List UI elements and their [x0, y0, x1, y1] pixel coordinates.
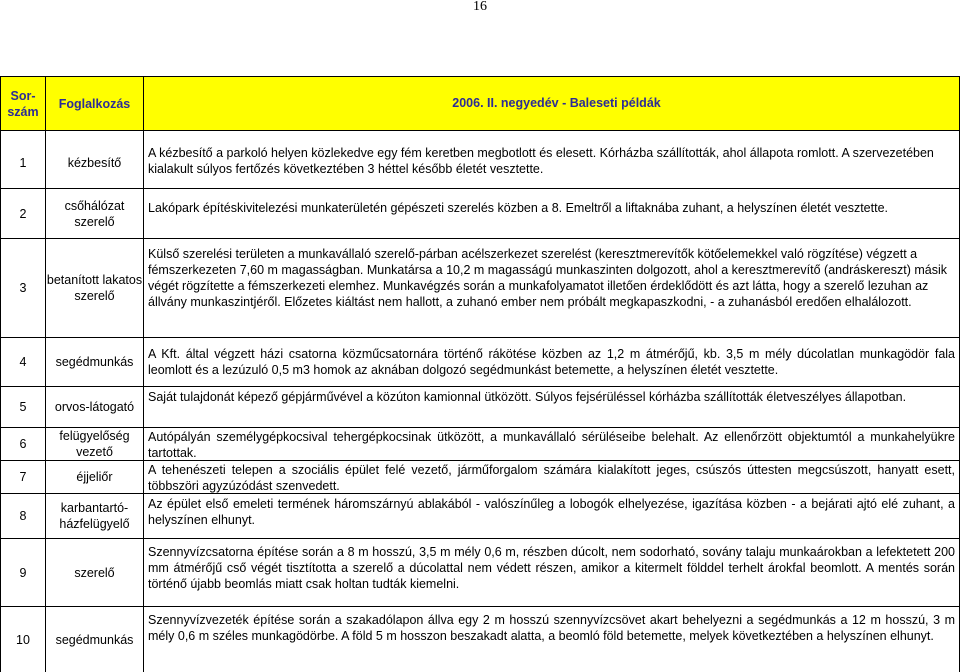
row-occupation: orvos-látogató — [54, 400, 135, 414]
row-occupation: szerelő — [74, 565, 115, 580]
header-title: 2006. II. negyedév - Baleseti példák — [452, 96, 661, 110]
row-number: 5 — [19, 400, 27, 414]
row-description: Külső szerelési területen a munkavállaló szerelő-párban acélszerkezet szerelést (keresztmerevítők kötőelemekkel való rögzítése) végzett a fémszerkezeten 7,60 m magasságban. Munkatársa a 10,2 m magasságú munkaszinten dolgozott, ahol a keresztmerevítő (andráskereszt) másik végét rögzítette a fémszerkezeti elemhez. Munkavégzés során a munkafolyamatot illetően érdeklődött és azt látta, hogy a szerelő lezuhan az állvány munkaszintjéről. Előzetes kiáltást nem hallott, a zuhanó ember nem próbált megkapaszkodni, - a zuhanásból eredően elhalálozott. — [148, 247, 947, 309]
row-occupation: felügyelőség vezető — [59, 429, 130, 459]
row-description: Az épület első emeleti termének háromszárnyú ablakából - valószínűleg a lobogók elhelyezése, igazítása közben - a bejárati ajtó elé zuhant, a helyszínen elhunyt. — [148, 497, 955, 527]
row-occupation: segédmunkás — [55, 632, 134, 647]
row-number: 9 — [19, 565, 27, 580]
header-occupation: Foglalkozás — [58, 96, 131, 111]
row-number: 7 — [19, 470, 27, 484]
row-occupation: betanított lakatos szerelő — [46, 273, 143, 303]
row-number: 2 — [19, 206, 27, 221]
header-number: Sor- szám — [7, 88, 39, 119]
row-description: Szennyvízcsatorna építése során a 8 m hosszú, 3,5 m mély 0,6 m, részben dúcolt, nem sodorható, sovány talaju munkaárokban a lefektetett 200 mm átmérőjű cső végét tisztította a szerelő a dúcolattal nem védett részen, amikor a kitermelt földdel terhelt árokfal beomlott. A mentés során történő újabb beomlás miatt csak holtan tudták kiemelni. — [148, 545, 955, 591]
row-number: 8 — [19, 509, 27, 523]
row-occupation: csőhálózat szerelő — [64, 198, 125, 229]
row-description: A kézbesítő a parkoló helyen közlekedve egy fém keretben megbotlott és elesett. Kórházba szállították, ahol állapota romlott. A szervezetében kialakult súlyos fertőzés következtében 3 héttel később életét vesztette. — [148, 146, 934, 176]
row-description: A tehenészeti telepen a szociális épület felé vezető, járműforgalom számára kialakított jeges, csúszós úttesten megcsúszott, hanyatt esett, többszöri agyzúzódást szenvedett. — [148, 463, 955, 493]
page-number: 16 — [473, 0, 487, 14]
row-number: 1 — [19, 155, 27, 170]
row-number: 10 — [16, 632, 30, 647]
row-occupation: éjjeliőr — [76, 470, 113, 484]
row-description: Lakópark építéskivitelezési munkaterületén gépészeti szerelés közben a 8. Emeltről a liftaknába zuhant, a helyszínen életét vesztette. — [148, 201, 889, 215]
row-description: Autópályán személygépkocsival tehergépkocsinak ütközött, a munkavállaló sérüléseibe belehalt. Az ellenőrzött objektumtól a munkahelyükre tartottak. — [148, 430, 955, 460]
row-number: 6 — [19, 437, 27, 451]
row-number: 4 — [19, 355, 27, 369]
row-number: 3 — [19, 281, 27, 295]
row-occupation: segédmunkás — [55, 355, 134, 369]
row-description: A Kft. által végzett házi csatorna közműcsatornára történő rákötése közben az 1,2 m átmérőjű, kb. 3,5 m mély dúcolatlan munkagödör fala leomlott és a lezúzuló 0,5 m3 homok az aknában dolgozó segédmunkást betemette, a helyszínen életét vesztette. — [148, 347, 955, 377]
row-description: Szennyvízvezeték építése során a szakadólapon állva egy 2 m hosszú szennyvízcsövet akart behelyezni a segédmunkás a 12 m hosszú, 3 m mély 0,6 m széles munkagödörbe. A föld 5 m hosszon beszakadt alatta, a beomló föld betemette, melyek következtében a helyszínen elhunyt. — [148, 613, 955, 643]
row-occupation: kézbesítő — [67, 155, 122, 170]
row-occupation: karbantartó-házfelügyelő — [59, 501, 130, 531]
row-description: Saját tulajdonát képező gépjárművével a közúton kamionnal ütközött. Súlyos fejsérüléssel kórházba szállították életveszélyes állapotban. — [148, 390, 907, 404]
